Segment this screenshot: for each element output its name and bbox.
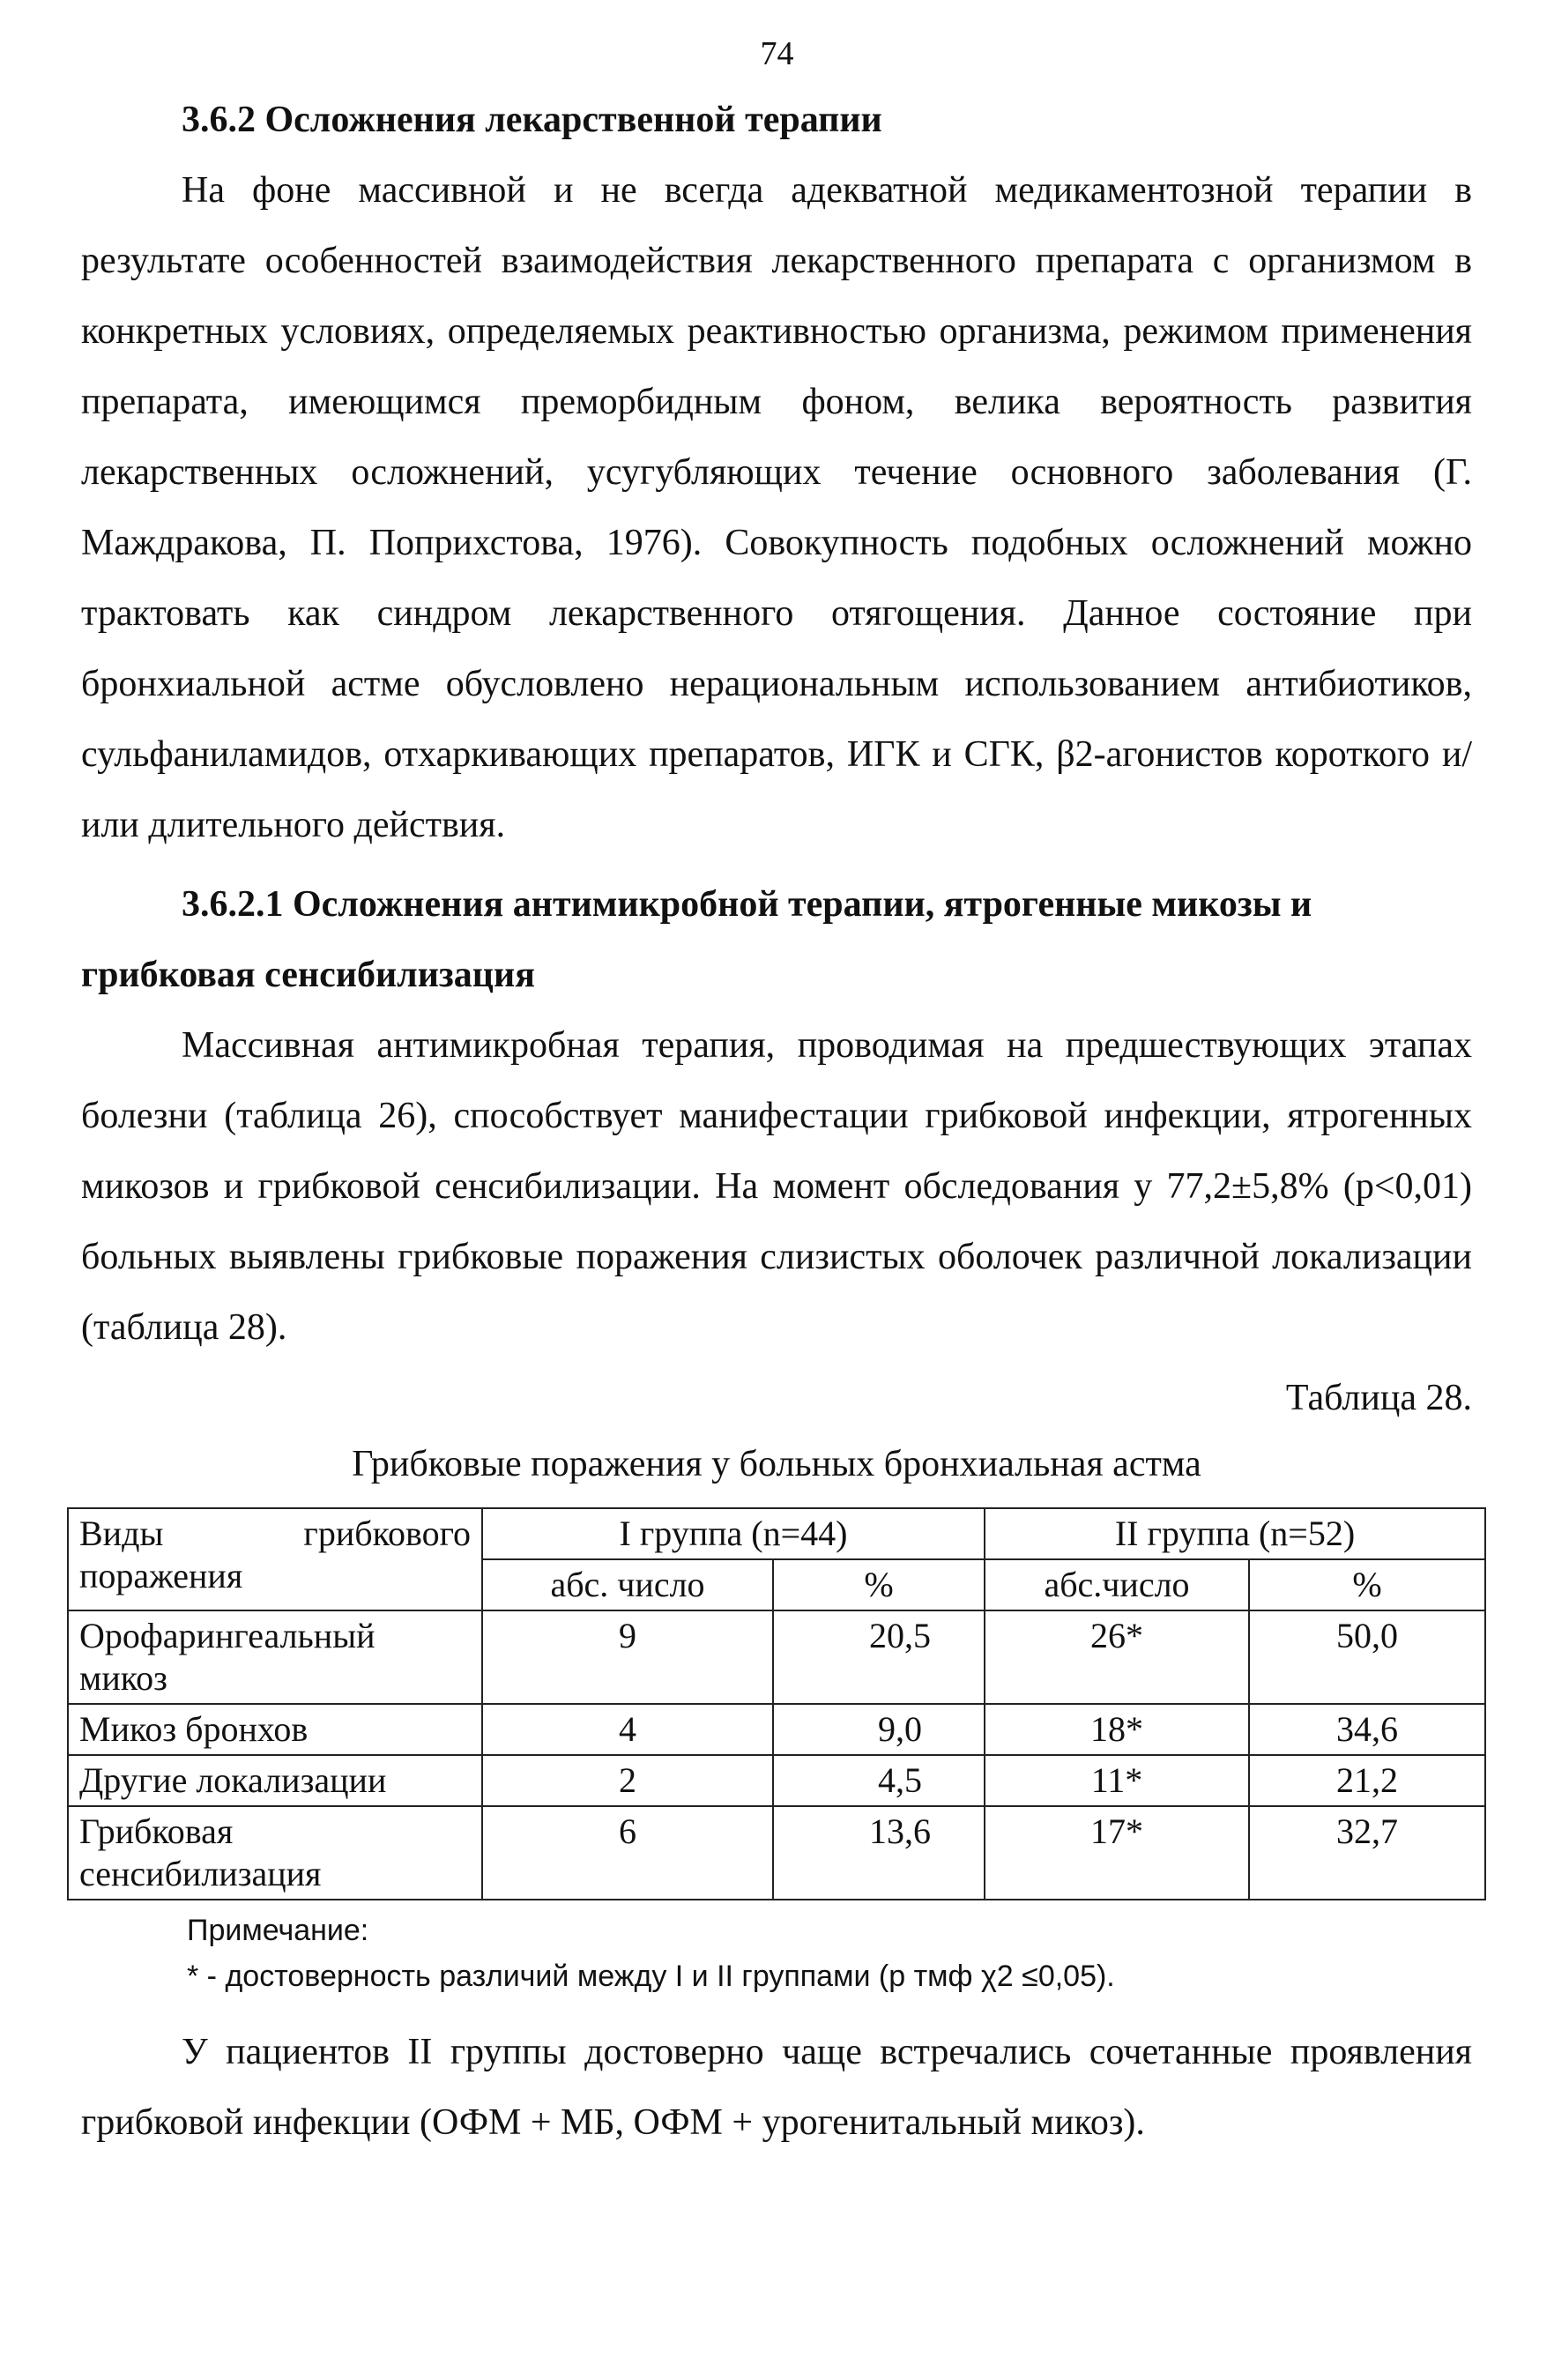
section-heading: 3.6.2 Осложнения лекарственной терапии xyxy=(182,100,882,140)
table-note xyxy=(187,1908,1472,1999)
row-group-2-abs: 18* xyxy=(985,1704,1249,1755)
row-group-1-abs: 4 xyxy=(482,1704,773,1755)
row-group-1-abs: 6 xyxy=(482,1806,773,1900)
document-content xyxy=(81,85,1472,2158)
row-group-1-abs: 9 xyxy=(482,1610,773,1704)
paragraph-antimicrobial-therapy: Массивная антимикробная терапия, проводимая на предшествующих этапах болезни (таблица 26), способствует манифестации грибковой инфекции, ятрогенных микозов и грибковой сенсибилизации. На момент обследования у 77,2±5,8% (p<0,01) больных выявлены грибковые поражения слизистых оболочек различной локализации (таблица 28). xyxy=(81,1025,1472,1348)
row-group-1-pct: 9,0 xyxy=(773,1704,985,1755)
header-group-1: I группа (n=44) xyxy=(482,1508,985,1559)
table-caption: Грибковые поражения у больных бронхиальная астма xyxy=(352,1444,1201,1484)
table-row xyxy=(68,1704,1485,1755)
header-group-1-abs: абс. число xyxy=(482,1559,773,1610)
row-lesion-type: Орофарингеальный микоз xyxy=(68,1610,482,1704)
note-text: * - достоверность различий между I и II группами (р тмф χ2 ≤0,05). xyxy=(187,1960,1115,1993)
row-group-2-pct: 50,0 xyxy=(1249,1610,1485,1704)
table-label: Таблица 28. xyxy=(1285,1378,1472,1418)
note-title: Примечание: xyxy=(187,1914,369,1947)
row-group-2-pct: 34,6 xyxy=(1249,1704,1485,1755)
header-group-2-abs: абс.число xyxy=(985,1559,1249,1610)
fungal-lesions-table xyxy=(67,1507,1486,1900)
row-group-1-pct: 13,6 xyxy=(773,1806,985,1900)
header-group-2: II группа (n=52) xyxy=(985,1508,1485,1559)
paragraph-combined-manifestations: У пациентов II группы достоверно чаще встречались сочетанные проявления грибковой инфекции (ОФМ + МБ, ОФМ + урогенитальный микоз). xyxy=(81,2032,1472,2143)
paragraph-drug-complications: На фоне массивной и не всегда адекватной медикаментозной терапии в результате особенностей взаимодействия лекарственного препарата с организмом в конкретных условиях, определяемых реактивностью организма, режимом применения препарата, имеющимся преморбидным фоном, велика вероятность развития лекарственных осложнений, усугубляющих течение основного заболевания (Г. Маждракова, П. Поприхстова, 1976). Совокупность подобных осложнений можно трактовать как синдром лекарственного отягощения. Данное состояние при бронхиальной астме обусловлено нерациональным использованием антибиотиков, сульфаниламидов, отхаркивающих препаратов, ИГК и СГК, β2-агонистов короткого и/или длительного действия. xyxy=(81,170,1472,845)
table-row xyxy=(68,1610,1485,1704)
row-group-2-abs: 11* xyxy=(985,1755,1249,1806)
header-lesion-type: Виды грибкового поражения xyxy=(68,1508,482,1610)
row-lesion-type: Грибковая сенсибилизация xyxy=(68,1806,482,1900)
row-lesion-type: Другие локализации xyxy=(68,1755,482,1806)
row-group-2-pct: 32,7 xyxy=(1249,1806,1485,1900)
row-group-1-pct: 4,5 xyxy=(773,1755,985,1806)
page-number: 74 xyxy=(760,35,794,72)
table-row xyxy=(68,1755,1485,1806)
subsection-heading: 3.6.2.1 Осложнения антимикробной терапии, ятрогенные микозы и грибковая сенсибилизация xyxy=(81,884,1312,995)
row-group-2-abs: 26* xyxy=(985,1610,1249,1704)
row-group-1-pct: 20,5 xyxy=(773,1610,985,1704)
table-row xyxy=(68,1806,1485,1900)
row-group-2-abs: 17* xyxy=(985,1806,1249,1900)
row-group-2-pct: 21,2 xyxy=(1249,1755,1485,1806)
table-header-row xyxy=(68,1508,1485,1559)
row-lesion-type: Микоз бронхов xyxy=(68,1704,482,1755)
header-group-1-pct: % xyxy=(773,1559,985,1610)
header-group-2-pct: % xyxy=(1249,1559,1485,1610)
row-group-1-abs: 2 xyxy=(482,1755,773,1806)
